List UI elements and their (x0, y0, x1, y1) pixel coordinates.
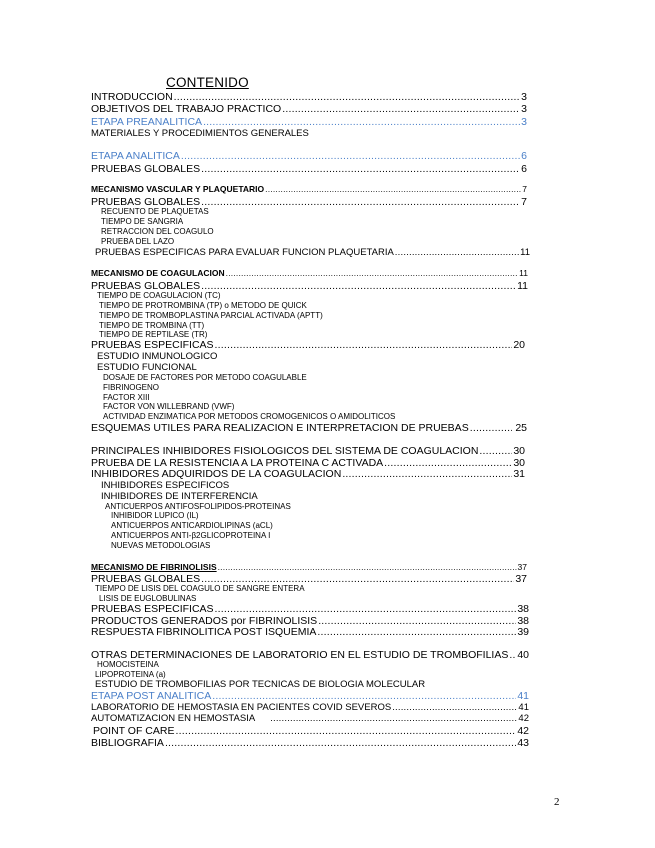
toc-entry-page: 41 (517, 691, 529, 702)
dot-leader (201, 574, 514, 585)
toc-entry-page: 38 (517, 604, 529, 615)
toc-entry-label: FIBRINÓGENO (103, 384, 160, 392)
toc-entry[interactable] (91, 185, 527, 194)
toc-entry-label: PRINCIPALES INHIBIDORES FISIOLOGICOS DEL SISTEMA DE COAGULACION (91, 446, 479, 457)
dot-leader (165, 738, 516, 749)
toc-entry-label: TIEMPO DE REPTILASE (TR) (99, 331, 208, 339)
toc-entry-page: 3 (521, 117, 527, 128)
toc-entry[interactable] (103, 384, 159, 392)
dot-leader (395, 248, 519, 258)
toc-entry[interactable] (99, 302, 307, 310)
toc-entry[interactable] (91, 714, 529, 724)
toc-entry-label: PRUEBAS ESPECIFICAS (91, 340, 214, 351)
toc-entry[interactable] (91, 129, 309, 139)
toc-entry-label: FACTOR VON WILLEBRAND (VWF) (103, 403, 235, 411)
toc-entry[interactable] (101, 208, 209, 216)
toc-entry-page: 7 (522, 185, 527, 194)
toc-entry-page: 42 (517, 726, 529, 737)
toc-entry[interactable] (91, 469, 525, 480)
toc-entry-page: 11 (519, 269, 528, 278)
dot-leader (392, 703, 517, 713)
toc-entry[interactable] (101, 238, 174, 246)
toc-entry-label: ESTUDIO FUNCIONAL (97, 363, 197, 373)
toc-entry-label: MATERIALES Y PROCEDIMIENTOS GENERALES (91, 129, 309, 139)
toc-entry-label: AUTOMATIZACIÓN EN HEMOSTASIA (91, 714, 256, 724)
toc-entry[interactable] (91, 563, 527, 572)
dot-leader (215, 340, 513, 351)
toc-entry-label: ACTIVIDAD ENZIMÁTICA POR MÉTODOS CROMOGÉNICOS O AMIDOLÍTICOS (103, 413, 396, 421)
toc-entry-label: ESQUEMAS UTILES PARA REALIZACION E INTERPRETACION DE PRUEBAS (91, 423, 469, 434)
toc-entry[interactable] (91, 151, 527, 162)
toc-entry-label: INHIBIDOR LÚPICO (IL) (111, 512, 199, 520)
toc-entry-page: 42 (518, 714, 529, 724)
toc-entry[interactable] (97, 292, 221, 300)
toc-entry-label: PRUEBAS GLOBALES (91, 197, 201, 208)
toc-entry-page: 30 (513, 446, 525, 457)
toc-entry[interactable] (95, 585, 305, 593)
toc-entry[interactable] (91, 650, 529, 661)
toc-entry-label: DOSAJE DE FACTORES POR METODO COAGULABLE (103, 374, 307, 382)
toc-entry[interactable] (91, 269, 528, 278)
dot-leader (226, 269, 519, 278)
dot-leader (201, 281, 516, 292)
page-title: CONTENIDO (166, 75, 249, 90)
toc-entry-page: 3 (521, 104, 527, 115)
toc-entry-page: 37 (517, 563, 527, 572)
toc-entry[interactable] (103, 394, 150, 402)
dot-leader (212, 691, 516, 702)
toc-entry[interactable] (91, 627, 529, 638)
toc-entry-page: 6 (521, 164, 527, 175)
toc-entry[interactable] (103, 413, 395, 421)
toc-entry[interactable] (91, 574, 527, 585)
toc-entry[interactable] (97, 352, 217, 362)
dot-leader (175, 726, 516, 737)
toc-entry[interactable] (93, 726, 529, 737)
dot-leader (215, 604, 517, 615)
toc-entry[interactable] (105, 503, 291, 511)
toc-entry-label: OBJETIVOS DEL TRABAJO PRÁCTICO (91, 104, 282, 115)
toc-entry-label: HOMOCISTEINA (97, 661, 159, 669)
toc-entry-label: ANTICUERPOS ANTICARDIOLIPINAS (aCL) (111, 522, 273, 530)
dot-leader (470, 423, 513, 434)
toc-entry-label: FACTOR XIII (103, 394, 150, 402)
toc-entry-page: 40 (517, 650, 529, 661)
dot-leader (181, 151, 520, 162)
toc-entry-label: MECANISMO VASCULAR Y PLAQUETARIO (91, 185, 265, 194)
toc-entry-page: 41 (518, 703, 529, 713)
toc-entry-label: ESTUDIO DE TROMBOFILIAS POR TECNICAS DE BIOLOGIA MOLECULAR (95, 680, 426, 690)
toc-entry[interactable] (99, 322, 204, 330)
toc-entry[interactable] (101, 481, 229, 491)
dot-leader (282, 104, 520, 115)
toc-entry[interactable] (91, 446, 525, 457)
toc-entry[interactable] (91, 691, 529, 702)
toc-entry[interactable] (111, 522, 273, 530)
toc-entry-label: MECANISMO DE FIBRINOLISIS (91, 563, 217, 572)
toc-entry-label: TIEMPO DE TROMBINA (TT) (99, 322, 205, 330)
toc-entry-label: RESPUESTA FIBRINOLITICA POST ISQUEMIA (91, 627, 317, 638)
toc-entry[interactable] (111, 542, 210, 550)
toc-entry[interactable] (103, 374, 307, 382)
toc-entry-label: PRUEBAS GLOBALES (91, 574, 201, 585)
toc-entry[interactable] (91, 281, 528, 292)
toc-entry-label: BIBLIOGRAFIA (91, 738, 164, 749)
dot-leader (256, 714, 517, 724)
toc-entry[interactable] (91, 703, 529, 713)
toc-entry-page: 39 (517, 627, 529, 638)
toc-entry-page: 11 (517, 281, 528, 292)
toc-entry-label: ESTUDIO INMUNOLOGICO (97, 352, 218, 362)
toc-entry-label: PRUEBA DEL LAZO (101, 238, 175, 246)
toc-entry-label: POINT OF CARE (93, 726, 175, 737)
dot-leader (174, 92, 520, 103)
toc-entry[interactable] (91, 104, 527, 115)
toc-entry[interactable] (99, 595, 196, 603)
toc-entry-page: 43 (517, 738, 529, 749)
toc-entry-label: INHIBIDORES DE INTERFERENCIA (101, 492, 258, 502)
toc-entry-label: LISIS DE EUGLOBULINAS (99, 595, 197, 603)
toc-entry-label: INHIBIDORES ESPECIFICOS (101, 481, 230, 491)
toc-entry-label: ETAPA PREANALITICA (91, 117, 203, 128)
toc-entry[interactable] (91, 117, 527, 128)
toc-entry[interactable] (99, 331, 207, 339)
toc-entry[interactable] (111, 512, 199, 520)
toc-entry[interactable] (91, 340, 525, 351)
toc-entry-label: INHIBIDORES ADQUIRIDOS DE LA COAGULACION (91, 469, 342, 480)
toc-entry-label: PRODUCTOS GENERADOS por FIBRINOLISIS (91, 616, 318, 627)
toc-entry-page: 11 (520, 248, 530, 258)
toc-entry-label: RECUENTO DE PLAQUETAS (101, 208, 209, 216)
toc-entry-label: ETAPA POST ANALITICA (91, 691, 212, 702)
toc-entry[interactable] (101, 228, 214, 236)
toc-entry[interactable] (91, 197, 527, 208)
dot-leader (201, 197, 520, 208)
toc-entry-page: 37 (515, 574, 527, 585)
dot-leader (342, 469, 512, 480)
toc-entry-label: ANTICUERPOS ANTIFOSFOLÍPIDOS-PROTEINAS (105, 503, 291, 511)
toc-entry-label: OTRAS DETERMINACIONES DE LABORATORIO EN EL ESTUDIO DE TROMBOFILIAS (91, 650, 509, 661)
toc-entry-page: 31 (513, 469, 525, 480)
toc-entry[interactable] (95, 248, 530, 258)
toc-entry-page: 6 (521, 151, 527, 162)
dot-leader (201, 164, 520, 175)
toc-entry[interactable] (99, 312, 323, 320)
toc-entry-label: ETAPA ANALITICA (91, 151, 180, 162)
toc-entry[interactable] (103, 403, 234, 411)
toc-entry-page: 20 (513, 340, 525, 351)
toc-entry-label: LIPOPROTEÍNA (a) (95, 671, 166, 679)
toc-entry-label: PRUEBAS ESPECÍFICAS PARA EVALUAR FUNCION PLAQUETARIA (95, 248, 394, 258)
toc-entry-page: 30 (513, 458, 525, 469)
toc-entry[interactable] (101, 218, 183, 226)
toc-entry[interactable] (91, 738, 529, 749)
toc-entry-label: PRUEBA DE LA RESISTENCIA A LA PROTEINA C ACTIVADA (91, 458, 384, 469)
toc-entry-page: 25 (515, 423, 527, 434)
dot-leader (265, 185, 521, 194)
toc-entry-label: NUEVAS METODOLOGÍAS (111, 542, 211, 550)
toc-entry[interactable] (95, 671, 166, 679)
toc-entry[interactable] (91, 458, 525, 469)
toc-entry-label: PRUEBAS GLOBALES (91, 164, 201, 175)
toc-entry-label: INTRODUCCIÓN (91, 92, 173, 103)
dot-leader (317, 627, 516, 638)
toc-entry-label: PRUEBAS ESPECIFICAS (91, 604, 214, 615)
dot-leader (384, 458, 512, 469)
toc-entry[interactable] (97, 661, 159, 669)
toc-entry[interactable] (91, 164, 527, 175)
toc-entry[interactable] (91, 616, 529, 627)
toc-entry-label: TIEMPO DE COAGULACION (TC) (97, 292, 221, 300)
toc-entry-label: TIEMPO DE SANGRÍA (101, 218, 184, 226)
toc-entry[interactable] (91, 92, 527, 103)
toc-entry[interactable] (111, 532, 270, 540)
toc-entry[interactable] (97, 363, 197, 373)
dot-leader (218, 563, 517, 572)
toc-entry-label: MECANISMO DE COAGULACION (91, 269, 225, 278)
toc-entry[interactable] (101, 492, 258, 502)
toc-entry-label: TIEMPO DE LISIS DEL COÁGULO DE SANGRE ENTERA (95, 585, 305, 593)
toc-entry-label: TIEMPO DE TROMBOPLASTINA PARCIAL ACTIVADA (APTT) (99, 312, 323, 320)
page-number: 2 (554, 796, 560, 808)
toc-entry-page: 3 (521, 92, 527, 103)
toc-entry-label: TIEMPO DE PROTROMBINA (TP) o METODO DE QUICK (99, 302, 307, 310)
dot-leader (479, 446, 512, 457)
toc-entry[interactable] (95, 680, 425, 690)
toc-entry-label: PRUEBAS GLOBALES (91, 281, 201, 292)
dot-leader (318, 616, 516, 627)
toc-entry[interactable] (91, 423, 527, 434)
toc-entry-label: RETRACCIÓN DEL COÁGULO (101, 228, 214, 236)
toc-entry-page: 7 (521, 197, 527, 208)
toc-entry[interactable] (91, 604, 529, 615)
dot-leader (203, 117, 520, 128)
dot-leader (509, 650, 516, 661)
toc-entry-label: LABORATORIO DE HEMOSTASIA EN PACIENTES COVID SEVEROS (91, 703, 392, 713)
toc-entry-label: ANTICUERPOS ANTI-β2GLICOPROTEINA I (111, 532, 271, 540)
toc-entry-page: 38 (517, 616, 529, 627)
